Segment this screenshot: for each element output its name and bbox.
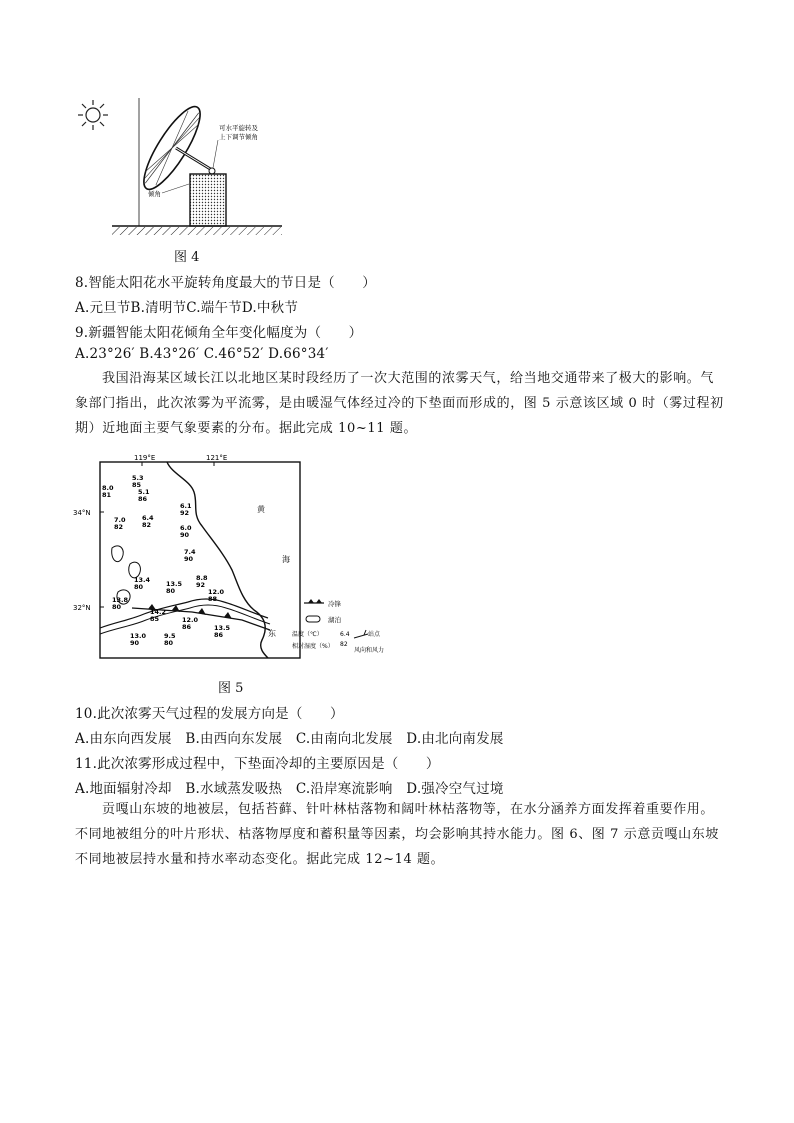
figure-5-caption: 图 5 (218, 681, 244, 696)
station-11-temp: 13.5 (166, 580, 183, 588)
station-3-temp: 5.1 (138, 488, 150, 496)
station-7-temp: 6.0 (180, 524, 192, 532)
map-legend (292, 599, 384, 654)
station-16-humidity: 90 (130, 639, 140, 647)
legend-sample-humidity: 82 (340, 641, 348, 648)
station-15-temp: 12.0 (182, 616, 199, 624)
legend-front: 冷锋 (328, 600, 341, 608)
station-17-humidity: 80 (164, 639, 174, 647)
station-18-temp: 13.5 (214, 624, 231, 632)
lon-label-119: 119°E (134, 454, 156, 462)
station-15-humidity: 86 (182, 623, 192, 631)
label-adjust: 上下调节倾角 (219, 133, 258, 141)
question-9-options: A.23°26′ B.43°26′ C.46°52′ D.66°34′ (75, 346, 329, 362)
passage-fog: 我国沿海某区域长江以北地区某时段经历了一次大范围的浓雾天气，给当地交通带来了极大的影响。气象部门指出，此次浓雾为平流雾，是由暖湿气体经过冷的下垫面而形成的，图 5 示意该区域 0 时（雾过程初期）近地面主要气象要素的分布。据此完成 10~11 题。 (75, 371, 724, 436)
fog-map (72, 452, 390, 664)
station-9-humidity: 92 (196, 581, 206, 589)
lon-label-121: 121°E (206, 454, 228, 462)
sea-label-huang: 黄 (257, 505, 265, 514)
legend-temp: 温度（℃） (292, 631, 323, 638)
legend-station: 站点 (368, 631, 381, 638)
question-11-stem: 11.此次浓雾形成过程中，下垫面冷却的主要原因是（ ） (75, 756, 440, 772)
legend-wind: 风向和风力 (354, 647, 385, 654)
question-8-options: A.元旦节B.清明节C.端午节D.中秋节 (75, 300, 299, 316)
station-6-temp: 6.4 (142, 514, 154, 522)
label-rotate: 可水平旋转及 (219, 124, 258, 132)
sun-tracker-diagram (72, 96, 292, 244)
legend-sample-temp: 6.4 (340, 631, 350, 638)
sea-label-hai: 海 (282, 555, 290, 564)
legend-humidity: 相对湿度（%） (292, 643, 334, 650)
station-11-humidity: 80 (166, 587, 176, 595)
legend-lake: 湖泊 (328, 616, 341, 624)
station-9-temp: 8.8 (196, 574, 208, 582)
station-6-humidity: 82 (142, 521, 152, 529)
station-18-humidity: 86 (214, 631, 224, 639)
figure-5 (72, 452, 390, 664)
station-10-humidity: 80 (134, 583, 144, 591)
passage-gongga: 贡嘎山东坡的地被层，包括苔藓、针叶林枯落物和阔叶林枯落物等，在水分涵养方面发挥着重要作用。不同地被组分的叶片形状、枯落物厚度和蓄积量等因素，均会影响其持水能力。图 6、图 7 示意贡嘎山东坡不同地被层持水量和持水率动态变化。据此完成 12~14 题。 (75, 802, 719, 867)
station-3-humidity: 86 (138, 495, 148, 503)
station-7-humidity: 90 (180, 531, 190, 539)
station-5-temp: 7.0 (114, 516, 126, 524)
sun-icon (78, 100, 108, 130)
figure-4-caption: 图 4 (174, 250, 200, 265)
station-4-temp: 6.1 (180, 502, 192, 510)
question-10-options: A.由东向西发展 B.由西向东发展 C.由南向北发展 D.由北向南发展 (75, 731, 504, 747)
figure-4 (72, 96, 292, 244)
station-1-temp: 5.3 (132, 474, 144, 482)
station-10-temp: 13.4 (134, 576, 151, 584)
question-9-stem: 9.新疆智能太阳花倾角全年变化幅度为（ ） (75, 325, 363, 341)
station-16-temp: 13.0 (130, 632, 147, 640)
station-4-humidity: 92 (180, 509, 190, 517)
lat-label-32: 32°N (73, 604, 91, 612)
station-17-temp: 9.5 (164, 632, 176, 640)
question-10-stem: 10.此次浓雾天气过程的发展方向是（ ） (75, 706, 344, 722)
station-12-humidity: 88 (208, 595, 218, 603)
station-2-temp: 8.0 (102, 484, 114, 492)
station-14-humidity: 85 (150, 615, 160, 623)
label-tilt: 倾角 (148, 190, 161, 198)
lat-label-34: 34°N (73, 509, 91, 517)
station-5-humidity: 82 (114, 523, 124, 531)
station-13-humidity: 80 (112, 603, 122, 611)
station-14-temp: 14.2 (150, 608, 167, 616)
station-1-humidity: 85 (132, 481, 142, 489)
question-11-options: A.地面辐射冷却 B.水域蒸发吸热 C.沿岸寒流影响 D.强冷空气过境 (75, 781, 504, 797)
station-8-humidity: 90 (184, 555, 194, 563)
question-8-stem: 8.智能太阳花水平旋转角度最大的节日是（ ） (75, 275, 376, 291)
station-12-temp: 12.0 (208, 588, 225, 596)
station-13-temp: 13.8 (112, 596, 129, 604)
station-8-temp: 7.4 (184, 548, 196, 556)
station-2-humidity: 81 (102, 491, 112, 499)
sea-label-dong: 东 (268, 629, 276, 638)
